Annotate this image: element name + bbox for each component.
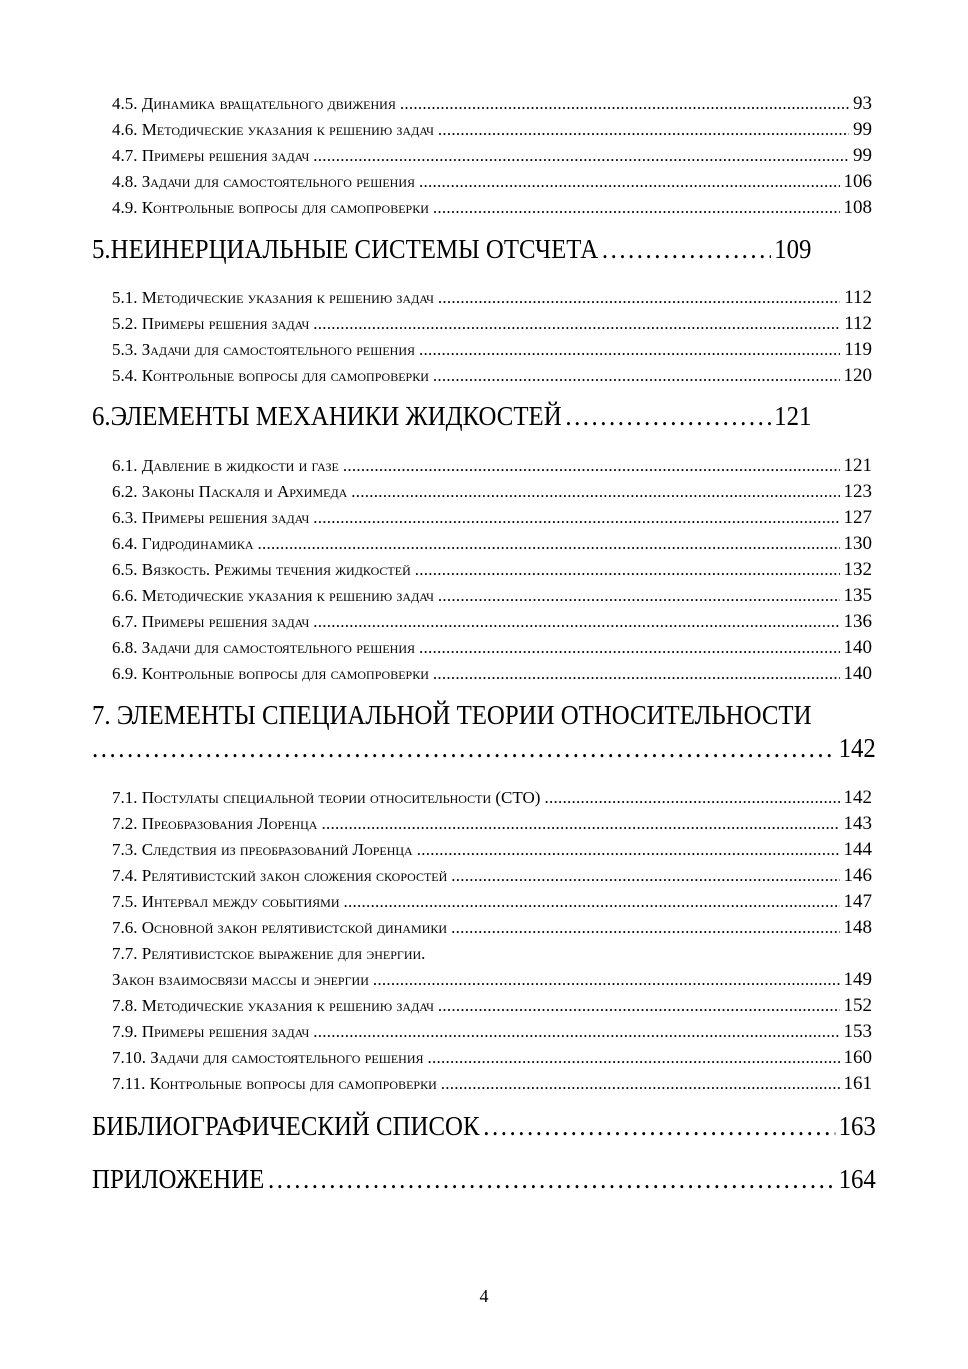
- toc-leader-dots: [419, 338, 840, 362]
- toc-entry-title: 4.5. Динамика вращательного движения: [112, 94, 396, 113]
- toc-entry-page: 142: [843, 787, 872, 808]
- toc-chapter: [92, 1108, 876, 1144]
- toc-leader-dots: [344, 890, 840, 914]
- toc-entry-page: 119: [844, 339, 872, 360]
- toc-leader-dots: [451, 916, 839, 940]
- toc-entry: [112, 480, 872, 504]
- toc-leader-dots: [313, 506, 839, 530]
- toc-entry-page: 132: [843, 559, 872, 580]
- toc-entry: [112, 1046, 872, 1070]
- toc-leader-dots: [321, 812, 839, 836]
- toc-entry: [112, 636, 872, 660]
- toc-entry: [112, 662, 872, 686]
- toc-entry: [112, 312, 872, 336]
- toc-entry: [112, 812, 872, 836]
- toc-leader-dots: [268, 1161, 835, 1197]
- page-number: 4: [479, 1286, 489, 1306]
- toc-leader-dots: [313, 144, 849, 168]
- toc-chapter-page: 164: [838, 1164, 876, 1194]
- toc-entry: [112, 584, 872, 608]
- toc-chapter-page: 121: [774, 401, 812, 431]
- toc-entry-page: 152: [843, 995, 872, 1016]
- toc-entry: [112, 864, 872, 888]
- toc-entry-title: 5.4. Контрольные вопросы для самопроверки: [112, 366, 429, 385]
- toc-leader-dots: [428, 1046, 840, 1070]
- toc-leader-dots: [313, 610, 839, 634]
- toc-entry: [112, 144, 872, 168]
- toc-leader-dots: [438, 118, 849, 142]
- toc-entry-title: 7.4. Релятивистский закон сложения скоростей: [112, 866, 448, 885]
- toc-leader-dots: [258, 532, 840, 556]
- toc-leader-dots: [441, 1072, 840, 1096]
- toc-entry-title: 4.7. Примеры решения задач: [112, 146, 310, 165]
- toc-entry-page: 112: [844, 287, 872, 308]
- toc-entry: [112, 364, 872, 388]
- toc-entry: [112, 92, 872, 116]
- toc-entry-title: 4.6. Методические указания к решению задач: [112, 120, 434, 139]
- toc-chapter-page: 109: [774, 234, 812, 264]
- toc-entry-title: 4.9. Контрольные вопросы для самопроверки: [112, 198, 429, 217]
- toc-chapter-title: ПРИЛОЖЕНИЕ: [92, 1164, 265, 1194]
- toc-entry-title: 7.11. Контрольные вопросы для самопроверки: [112, 1074, 437, 1093]
- toc-entry-title: 7.9. Примеры решения задач: [112, 1022, 310, 1041]
- toc-entry-page: 99: [853, 145, 872, 166]
- toc-entry-title: 6.3. Примеры решения задач: [112, 508, 310, 527]
- toc-entry-title: 5.3. Задачи для самостоятельного решения: [112, 340, 415, 359]
- toc-entry: [112, 890, 872, 914]
- toc-chapter: [92, 1161, 876, 1197]
- toc-entry-title: 6.6. Методические указания к решению задач: [112, 586, 434, 605]
- toc-entry-title: 7.7. Релятивистское выражение для энергии.: [112, 944, 426, 963]
- toc-entry-page: 153: [843, 1021, 872, 1042]
- toc-entry-page: 136: [843, 611, 872, 632]
- toc-leader-dots: [417, 838, 840, 862]
- toc-entry-page: 147: [843, 891, 872, 912]
- toc-entry: [112, 454, 872, 478]
- toc-entry-title: 6.2. Законы Паскаля и Архимеда: [112, 482, 348, 501]
- toc-leader-dots: [415, 558, 840, 582]
- toc-leader-dots: [451, 864, 839, 888]
- toc-chapter-title: 7. ЭЛЕМЕНТЫ СПЕЦИАЛЬНОЙ ТЕОРИИ ОТНОСИТЕЛЬНОСТИ: [92, 700, 812, 730]
- toc-leader-dots: [438, 584, 840, 608]
- toc-entry-page: 99: [853, 119, 872, 140]
- toc-entry: [112, 506, 872, 530]
- toc-chapter: [92, 398, 811, 434]
- toc-entry: [112, 170, 872, 194]
- toc-entry-page: 160: [843, 1047, 872, 1068]
- toc-entry-page: 146: [843, 865, 872, 886]
- toc-chapter-page: 163: [838, 1111, 876, 1141]
- toc-entry-page: 108: [843, 197, 872, 218]
- toc-entry: [112, 196, 872, 220]
- toc-entry: [112, 1072, 872, 1096]
- toc-leader-dots: [313, 312, 840, 336]
- toc-entry-title: 4.8. Задачи для самостоятельного решения: [112, 172, 415, 191]
- toc-chapter: [92, 730, 876, 766]
- toc-leader-dots: [373, 968, 840, 992]
- toc-leader-dots: [313, 1020, 839, 1044]
- toc-chapter: [92, 231, 811, 267]
- toc-chapter-page: 142: [838, 733, 876, 763]
- toc-leader-dots: [433, 364, 840, 388]
- toc-chapter-title: 6.ЭЛЕМЕНТЫ МЕХАНИКИ ЖИДКОСТЕЙ: [92, 401, 562, 431]
- toc-leader-dots: [351, 480, 839, 504]
- toc-leader-dots: [343, 454, 840, 478]
- toc-leader-dots: [438, 994, 840, 1018]
- toc-entry-page: 135: [843, 585, 872, 606]
- toc-entry-page: 120: [843, 365, 872, 386]
- toc-chapter-title: 5.НЕИНЕРЦИАЛЬНЫЕ СИСТЕМЫ ОТСЧЕТА: [92, 234, 599, 264]
- toc-entry-title: 6.4. Гидродинамика: [112, 534, 254, 553]
- toc-entry: [112, 286, 872, 310]
- toc-leader-dots: [544, 786, 839, 810]
- toc-leader-dots: [433, 662, 840, 686]
- toc-entry-title: 7.2. Преобразования Лоренца: [112, 814, 318, 833]
- toc-leader-dots: [400, 92, 849, 116]
- toc-entry-page: 130: [843, 533, 872, 554]
- toc-entry-title: 6.8. Задачи для самостоятельного решения: [112, 638, 415, 657]
- toc-leader-dots: [483, 1108, 835, 1144]
- toc-entry-page: 127: [843, 507, 872, 528]
- toc-entry-title: 7.3. Следствия из преобразований Лоренца: [112, 840, 413, 859]
- toc-entry-page: 140: [843, 637, 872, 658]
- toc-entry-page: 121: [843, 455, 872, 476]
- toc-entry-page: 149: [843, 969, 872, 990]
- toc-entry-page: 112: [844, 313, 872, 334]
- toc-entry: [112, 968, 872, 992]
- toc-entry: [112, 916, 872, 940]
- toc-entry-title: 7.1. Постулаты специальной теории относительности (СТО): [112, 788, 541, 807]
- toc-entry: [112, 786, 872, 810]
- toc-entry-title: 5.1. Методические указания к решению задач: [112, 288, 434, 307]
- toc-leader-dots: [419, 170, 840, 194]
- toc-leader-dots: [565, 398, 770, 434]
- toc-entry-title: 6.7. Примеры решения задач: [112, 612, 310, 631]
- toc-entry: [112, 532, 872, 556]
- toc-entry: [112, 610, 872, 634]
- toc-leader-dots: [419, 636, 840, 660]
- toc-entry-title: 7.6. Основной закон релятивистской динамики: [112, 918, 448, 937]
- toc-entry-title-continuation: Закон взаимосвязи массы и энергии: [112, 970, 369, 989]
- toc-entry-page: 106: [843, 171, 872, 192]
- toc-entry: [112, 118, 872, 142]
- toc-leader-dots: [92, 730, 835, 766]
- toc-entry-page: 93: [853, 93, 872, 114]
- toc-leader-dots: [438, 286, 840, 310]
- toc-chapter-title: БИБЛИОГРАФИЧЕСКИЙ СПИСОК: [92, 1111, 480, 1141]
- toc-entry-title: 6.5. Вязкость. Режимы течения жидкостей: [112, 560, 411, 579]
- toc-entry-title: 7.8. Методические указания к решению задач: [112, 996, 434, 1015]
- toc-entry-page: 144: [843, 839, 872, 860]
- toc-entry-page: 143: [843, 813, 872, 834]
- toc-entry: [112, 1020, 872, 1044]
- toc-entry-title: 7.10. Задачи для самостоятельного решения: [112, 1048, 424, 1067]
- toc-entry-title: 7.5. Интервал между событиями: [112, 892, 340, 911]
- toc-entry-title: 6.1. Давление в жидкости и газе: [112, 456, 339, 475]
- toc-entry-title: 6.9. Контрольные вопросы для самопроверки: [112, 664, 429, 683]
- toc-entry-title: 5.2. Примеры решения задач: [112, 314, 310, 333]
- toc-entry: [112, 338, 872, 362]
- toc-leader-dots: [602, 231, 771, 267]
- toc-entry: [112, 994, 872, 1018]
- toc-leader-dots: [433, 196, 840, 220]
- toc-entry: [112, 838, 872, 862]
- toc-entry-page: 140: [843, 663, 872, 684]
- toc-entry-page: 161: [843, 1073, 872, 1094]
- toc-entry: [112, 558, 872, 582]
- toc-entry-page: 123: [843, 481, 872, 502]
- toc-entry-page: 148: [843, 917, 872, 938]
